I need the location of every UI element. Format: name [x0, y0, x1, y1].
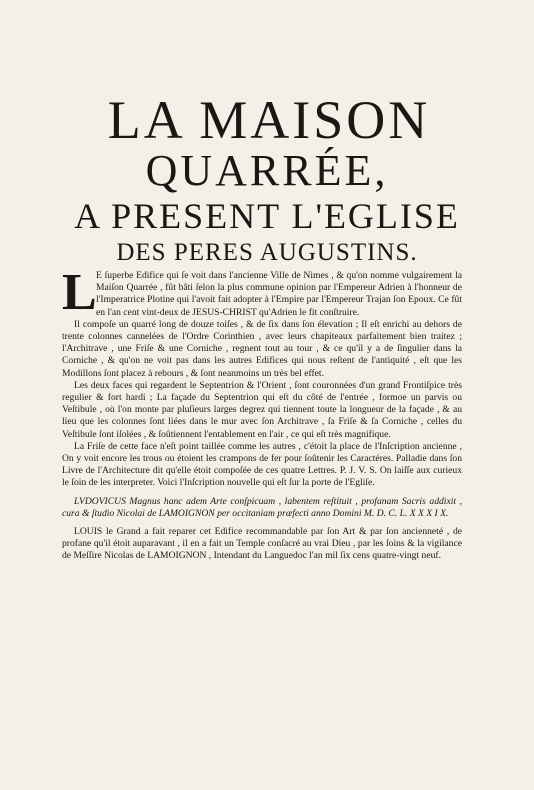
paragraph-1-text: E ſuperbe Edifice qui ſe voit dans l'ancienne Ville de Nimes , & qu'on nomme vulgairement la Maiſon Quarrée , fût bâti ſelon la plus commune opinion par l'Empereur Adrien à l'honneur de l'Imperatrice Plotine qui l'avoit fait adopter à l'Empire par l'Empereur Trajan ſon Epoux. Ce fût en l'an cent vint-deux de JESUS-CHRIST qu'Adrien le fit conſtruire.: [96, 270, 462, 318]
paragraph-1: [62, 264, 462, 321]
paragraph-3: Les deux faces qui regardent le Septentrion & l'Orient , ſont couronnées d'un grand Frontiſpice très regulier & fort hardi ; La façade du Septentrion qui eſt du côté de l'entrée , formoe un parvis ou Veſtibule , où l'on monte par pluſieurs larges degrez qui tiennent toute la longueur de la façade , & au lieu que les colonnes ſont liées dans le mur avec ſon Architrave , ſa Friſe & ſa Corniche , celles du Veſtibule ſont iſolées , & ſoûtiennent l'entablement en l'air , ce qui eſt très magnifique.: [62, 379, 462, 440]
latin-inscription: LVDOVICUS Magnus hanc adem Arte conſpicuam , labentem reſtituit , profanam Sacris addixit , cura & ſtudio Nicolai de LAMOIGNON per occitaniam præfecti anno Domini M. D. C. L. X X X I X.: [62, 495, 462, 519]
paragraph-2: Il compoſe un quarré long de douze toiſes , & de ſix dans ſon élevation ; Il eſt enrichi au dehors de trente colonnes cannelées de l'Ordre Corinthien , avec leurs chapiteaux parfaitement bien traitez ; l'Architrave , une Friſe & une Corniche , regnent tout au tour , & ce qu'il y a de ſingulier dans la Corniche , & qu'on ne voit pas dans les autres Edifices qui nous reſtent de l'antiquité , eſt que les Modillons ſont placez à rebours , & ſont neanmoins un très bel effet.: [62, 318, 462, 379]
title-line-3: A PRESENT L'EGLISE: [74, 196, 460, 236]
drop-cap: L: [62, 264, 97, 321]
poster-title: [0, 92, 534, 268]
paragraph-5: LOUIS le Grand a fait reparer cet Edifice recommandable par ſon Art & par ſon ancienneté , de profane qu'il étoit auparavant , il en a fait un Temple conſacré au vrai Dieu , par les ſoins & la vigilance de Meſſire Nicolas de LAMOIGNON , Intendant du Languedoc l'an mil ſix cens quatre-vingt neuf.: [62, 526, 462, 562]
poster-body: [62, 264, 462, 563]
title-line-4: DES PERES AUGUSTINS.: [116, 239, 418, 266]
title-line-2: QUARRÉE,: [145, 146, 389, 195]
title-line-1: LA MAISON: [107, 90, 431, 150]
paragraph-4: La Friſe de cette face n'eſt point taillée comme les autres , c'étoit la place de l'Inſcription ancienne , On y voit encore les trous ou étoient les crampons de fer pour ſoûtenir les Caractéres. Palladie dans ſon Livre de l'Architecture dit qu'elle étoit compoſée de ces quatre Lettres. P. J. V. S. On laiſſe aux curieux le ſoin de les interpreter. Voici l'Inſcription nouvelle qui eſt ſur la porte de l'Egliſe.: [62, 440, 462, 489]
